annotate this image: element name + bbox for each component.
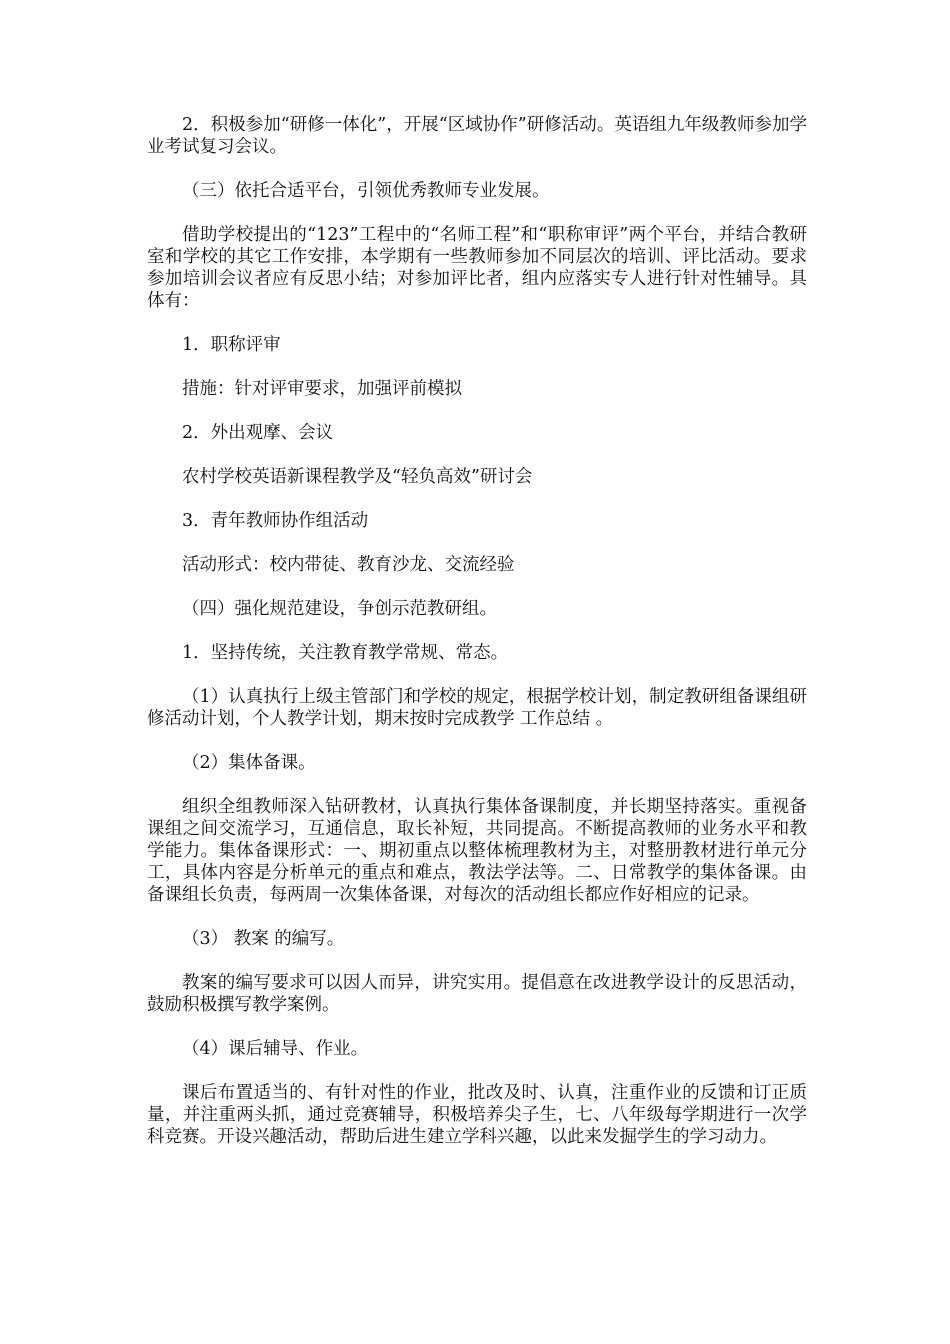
item-activity-forms: 活动形式：校内带徒、教育沙龙、交流经验 (182, 555, 515, 575)
item-young-teachers: 3．青年教师协作组活动 (182, 511, 369, 531)
paragraph-lesson-plans: 教案的编写要求可以因人而异，讲究实用。提倡意在改进教学设计的反思活动，鼓励积极撰写教学案例。 (147, 973, 807, 1015)
item-tutoring-homework: （4）课后辅导、作业。 (182, 1039, 369, 1059)
item-tradition: 1．坚持传统，关注教育教学常规、常态。 (182, 643, 509, 663)
paragraph-platforms: 借助学校提出的“123”工程中的“名师工程”和“职称审评”两个平台，并结合教研室和学校的其它工作安排，本学期有一些教师参加不同层次的培训、评比活动。要求参加培训会议者应有反思小结；对参加评比者，组内应落实专人进行针对性辅导。具体有： (147, 225, 807, 311)
item-title-review: 1．职称评审 (182, 335, 281, 355)
item-rural-seminar: 农村学校英语新课程教学及“轻负高效”研讨会 (182, 467, 533, 487)
item-lesson-plans: （3） 教案 的编写。 (182, 929, 345, 949)
document-body (147, 114, 807, 1170)
paragraph-research-integration: 2．积极参加“研修一体化”，开展“区域协作”研修活动。英语组九年级教师参加学业考试复习会议。 (147, 115, 807, 157)
paragraph-regulations: （1）认真执行上级主管部门和学校的规定，根据学校计划，制定教研组备课组研修活动计划，个人教学计划，期末按时完成教学 工作总结 。 (147, 687, 807, 729)
paragraph-collective-prep: 组织全组教师深入钻研教材，认真执行集体备课制度，并长期坚持落实。重视备课组之间交流学习，互通信息，取长补短，共同提高。不断提高教师的业务水平和教学能力。集体备课形式：一、期初重点以整体梳理教材为主，对整册教材进行单元分工，具体内容是分析单元的重点和难点，教法学法等。二、日常教学的集体备课。由备课组长负责，每两周一次集体备课，对每次的活动组长都应作好相应的记录。 (147, 797, 807, 905)
heading-section-four: （四）强化规范建设，争创示范教研组。 (182, 599, 497, 619)
item-observation-meetings: 2．外出观摩、会议 (182, 423, 334, 443)
item-collective-prep: （2）集体备课。 (182, 753, 316, 773)
paragraph-tutoring-homework: 课后布置适当的、有针对性的作业，批改及时、认真，注重作业的反馈和订正质量，并注重两头抓，通过竞赛辅导，积极培养尖子生，七、八年级每学期进行一次学科竞赛。开设兴趣活动，帮助后进生建立学科兴趣，以此来发掘学生的学习动力。 (147, 1083, 807, 1147)
item-measures: 措施：针对评审要求，加强评前模拟 (182, 379, 462, 399)
heading-section-three: （三）依托合适平台，引领优秀教师专业发展。 (182, 181, 550, 201)
